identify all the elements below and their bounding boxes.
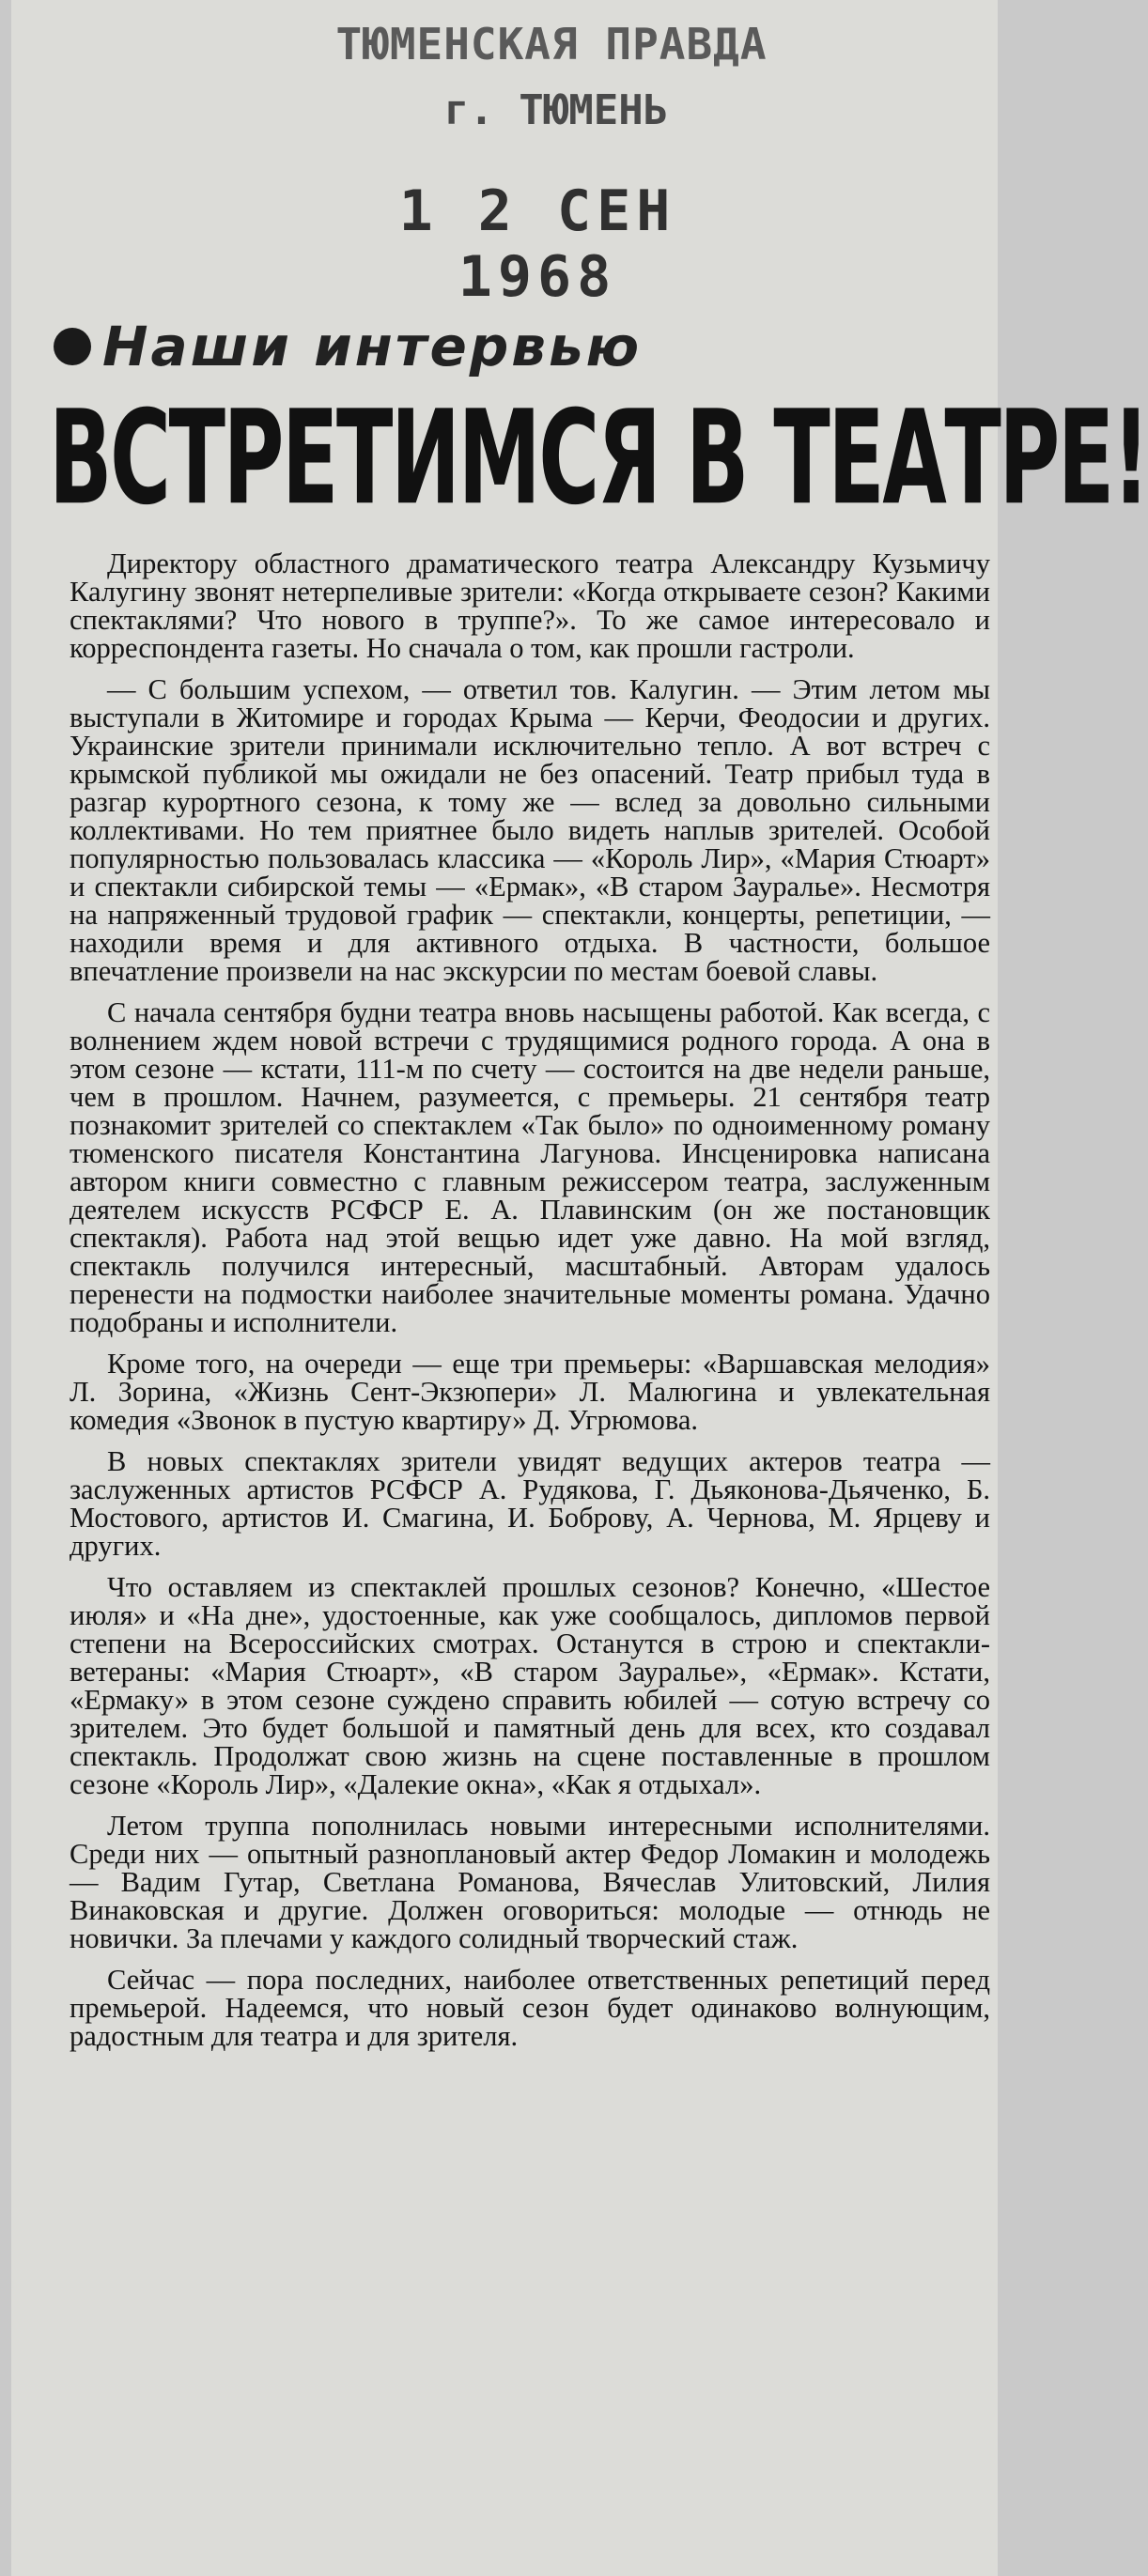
date-stamp: 1 2 СЕН 1968 [398,178,676,310]
headline: ВСТРЕТИМСЯ В ТЕАТРЕ! [49,383,1148,534]
bullet-icon [54,328,91,365]
newspaper-clipping [11,0,1148,2576]
article-paragraph: В новых спектаклях зрители увидят ведущих актеров театра — заслуженных артистов РСФСР А. Рудякова, Г. Дьяконова-Дьяченко, Б. Мостового, артистов И. Смагина, И. Боброву, А. Чернова, М. Ярцеву и других. [70,1445,990,1562]
article-paragraph: Что оставляем из спектаклей прошлых сезонов? Конечно, «Шестое июля» и «На дне», удостоенные, как уже сообщалось, дипломов первой степени на Всероссийских смотрах. Останутся в строю и спектакли-ветераны: «Мария Стюарт», «В старом Зауралье», «Ермак». Кстати, «Ермаку» в этом сезоне суждено справить юбилей — сотую встречу со зрителем. Это будет большой и памятный день для всех, кто создавал спектакль. Продолжат свою жизнь на сцене поставленные в прошлом сезоне «Король Лир», «Далекие окна», «Как я отдыхал». [70,1571,990,1800]
article-paragraph: — С большим успехом, — ответил тов. Калугин. — Этим летом мы выступали в Житомире и городах Крыма — Керчи, Феодосии и других. Украинские зрители принимали исключительно тепло. А вот встреч с крымской публикой мы ожидали не без опасений. Театр прибыл туда в разгар курортного сезона, к тому же — вслед за довольно сильными коллективами. Но тем приятнее было видеть наплыв зрителей. Особой популярностью пользовалась классика — «Король Лир», «Мария Стюарт» и спектакли сибирской темы — «Ермак», «В старом Зауралье». Несмотря на напряженный трудовой график — спектакли, концерты, репетиции, — находили время и для активного отдыха. В частности, большое впечатление произвели на нас экскурсии по местам боевой славы. [70,673,990,987]
article-paragraph: Сейчас — пора последних, наиболее ответственных репетиций перед премьерой. Надеемся, что новый сезон будет одинаково волнующим, радостным для театра и для зрителя. [70,1964,990,2052]
article-paragraph: Директору областного драматического театра Александру Кузьмичу Калугину звонят нетерпеливые зрители: «Когда открываете сезон? Какими спектаклями? Что нового в труппе?». То же самое интересовало и корреспондента газеты. Но сначала о том, как прошли гастроли. [70,548,990,664]
newspaper-stamp-city: г. ТЮМЕНЬ [443,86,669,134]
article-paragraph: Летом труппа пополнилась новыми интересными исполнителями. Среди них — опытный разноплановый актер Федор Ломакин и молодежь — Вадим Гутар, Светлана Романова, Вячеслав Улитовский, Лилия Винаковская и другие. Должен оговориться: молодые — отнюдь не новички. За плечами у каждого солидный творческий стаж. [70,1810,990,1954]
article-paragraph: Кроме того, на очереди — еще три премьеры: «Варшавская мелодия» Л. Зорина, «Жизнь Сент-Экзюпери» Л. Малюгина и увлекательная комедия «Звонок в пустую квартиру» Д. Угрюмова. [70,1348,990,1436]
article-paragraph: С начала сентября будни театра вновь насыщены работой. Как всегда, с волнением ждем новой встречи с трудящимися родного города. А она в этом сезоне — кстати, 111-м по счету — состоится на две недели раньше, чем в прошлом. Начнем, разумеется, с премьеры. 21 сентября театр познакомит зрителей со спектаклем «Так было» по одноименному роману тюменского писателя Константина Лагунова. Инсценировка написана автором книги совместно с главным режиссером театра, заслуженным деятелем искусств РСФСР Е. А. Плавинским (он же постановщик спектакля). Работа над этой вещью идет уже давно. На мой взгляд, спектакль получился интересный, масштабный. Авторам удалось перенести на подмостки наиболее значительные моменты романа. Удачно подобраны и исполнители. [70,996,990,1338]
article-body [70,549,990,2063]
newspaper-stamp-title: ТЮМЕНСКАЯ ПРАВДА [335,19,768,69]
rubric [54,315,642,378]
rubric-label: Наши интервью [102,315,643,378]
